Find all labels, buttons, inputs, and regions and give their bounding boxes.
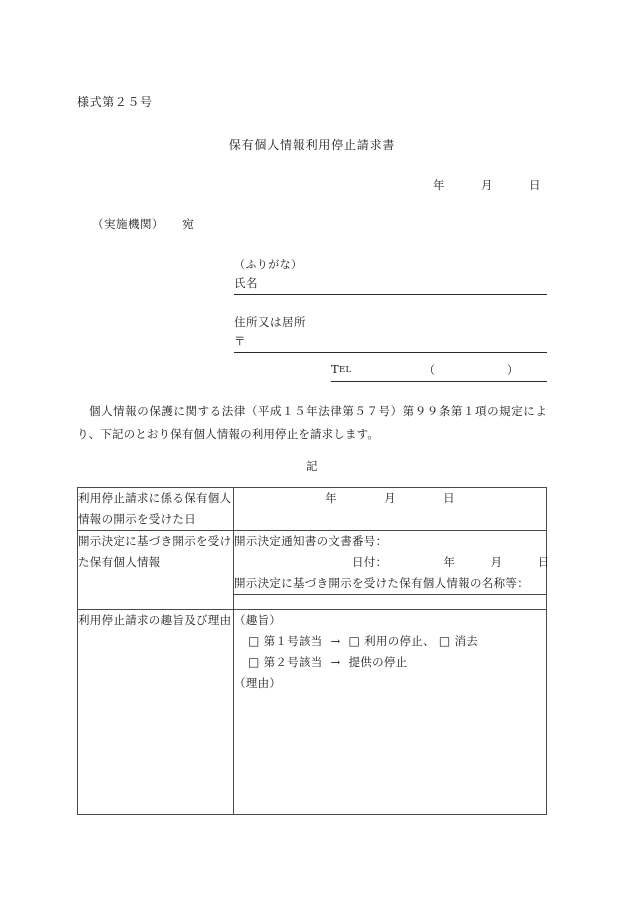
- submission-date-line: 年 月 日: [433, 178, 541, 192]
- checkbox-erase-icon[interactable]: □: [438, 634, 451, 648]
- legal-statement-line1: 個人情報の保護に関する法律（平成１５年法律第５７号）第９９条第１項の規定によ: [89, 404, 547, 418]
- recipient-line: （実施機関） 宛: [92, 217, 195, 231]
- option1-label: 第１号該当: [263, 634, 323, 648]
- purpose-reason-label: 利用停止請求の趣旨及び理由: [78, 610, 234, 815]
- option1-sub1-label: 利用の停止、: [364, 634, 435, 648]
- checkbox-stop-use-icon[interactable]: □: [348, 634, 361, 648]
- option-row-1: [234, 631, 546, 652]
- legal-statement: [77, 400, 547, 446]
- table-row: [78, 531, 547, 595]
- disclosed-info-label: 開示決定に基づき開示を受けた保有個人情報: [78, 531, 234, 610]
- tel-number-rule[interactable]: [518, 366, 547, 382]
- checkbox-item2-icon[interactable]: □: [248, 655, 260, 669]
- option1-sub2-label: 消去: [454, 634, 479, 648]
- tel-label: TEL: [331, 360, 351, 382]
- applicant-block: [234, 255, 547, 382]
- table-row: [78, 610, 547, 815]
- reason-heading: （理由）: [234, 676, 282, 690]
- ki-marker: 記: [306, 459, 318, 473]
- legal-statement-line2: り、下記のとおり保有個人情報の利用停止を請求します。: [77, 427, 379, 441]
- postal-symbol: 〒: [234, 332, 246, 353]
- notice-document-number-line: 開示決定通知書の文書番号：: [234, 534, 388, 548]
- tel-exchange-rule[interactable]: [435, 366, 507, 382]
- form-number: 様式第２５号: [77, 95, 153, 109]
- option-row-2: [234, 652, 546, 673]
- name-label: 氏名: [234, 274, 258, 295]
- option2-sub-label: 提供の停止: [348, 655, 408, 669]
- notice-date-line: [234, 552, 550, 573]
- tel-area-code-rule[interactable]: [351, 366, 423, 382]
- tel-paren-open: （: [423, 361, 435, 382]
- address-label: 住所又は居所: [234, 315, 306, 329]
- name-field-row: [234, 274, 547, 295]
- request-details-table: [77, 487, 550, 815]
- disclosed-info-extra-space[interactable]: [234, 595, 547, 610]
- notice-date-label: 日付：: [352, 555, 388, 569]
- address-input-rule[interactable]: [246, 337, 547, 353]
- disclosed-info-value[interactable]: [234, 531, 550, 595]
- table-row: [78, 488, 547, 531]
- tel-label-small: EL: [338, 365, 352, 375]
- reason-free-text-area[interactable]: [234, 694, 546, 814]
- purpose-reason-value[interactable]: [234, 610, 547, 815]
- disclosed-info-name-line: 開示決定に基づき開示を受けた保有個人情報の名称等：: [234, 576, 529, 590]
- postal-field-row: [234, 332, 547, 353]
- tel-paren-close: ）: [507, 361, 519, 382]
- option2-label: 第２号該当: [263, 655, 323, 669]
- document-title: 保有個人情報利用停止請求書: [228, 138, 396, 152]
- name-input-rule[interactable]: [258, 279, 547, 295]
- tel-field-row: [234, 360, 547, 382]
- checkbox-item1-icon[interactable]: □: [248, 634, 260, 648]
- disclosure-date-value[interactable]: 年 月 日: [234, 488, 547, 531]
- document-sheet: [77, 0, 550, 903]
- notice-date-value: 年 月 日: [443, 555, 550, 569]
- purpose-heading: （趣旨）: [234, 613, 282, 627]
- disclosure-date-label: 利用停止請求に係る保有個人情報の開示を受けた日: [78, 488, 234, 531]
- furigana-label: （ふりがな）: [234, 258, 303, 271]
- arrow-icon: →: [330, 634, 341, 648]
- arrow-icon-2: →: [330, 655, 341, 669]
